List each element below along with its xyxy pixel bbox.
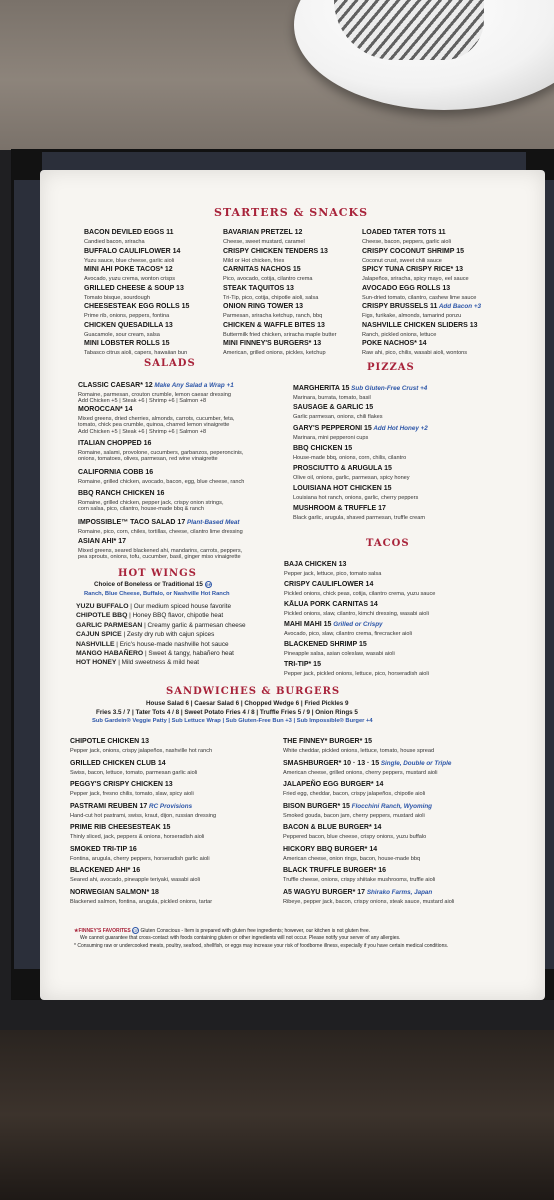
- salads-item: [78, 482, 224, 513]
- item-name: CRISPY CAULIFLOWER: [284, 581, 364, 588]
- item-price: 11: [164, 229, 174, 236]
- item-description: Pickled onions, slaw, cilantro, kimchi dressing, wasabi aioli: [284, 611, 429, 617]
- item-price: 11: [436, 229, 446, 236]
- gluten-free-icon: GF: [205, 582, 212, 587]
- pizzas-item: [293, 497, 425, 521]
- item-description: Cheese, sweet mustard, caramel: [223, 239, 305, 245]
- item-description: corn salsa, pico, cilantro, house-made bbq & ranch: [78, 506, 204, 513]
- item-description: Ribeye, pepper jack, bacon, crispy onions, steak sauce, mustard aioli: [283, 898, 455, 905]
- item-price: 16: [141, 440, 152, 447]
- item-name: MINI LOBSTER ROLLS: [84, 340, 160, 347]
- wing-flavor: HOT HONEY | Mild sweetness & mild heat: [76, 659, 200, 667]
- item-note: RC Provisions: [147, 802, 193, 810]
- item-description: Yuzu sauce, blue cheese, garlic aioli: [84, 257, 175, 264]
- floor: [0, 1030, 554, 1200]
- item-price: 15: [340, 802, 350, 810]
- item-description: Cheese, bacon, peppers, garlic aioli: [362, 239, 451, 245]
- item-name: MINI FINNEY'S BURGERS*: [223, 340, 312, 347]
- section-title-salads: SALADS: [144, 358, 196, 369]
- item-description: Pepper jack, lettuce, pico, tomato salsa: [284, 571, 382, 577]
- section-title-hot-wings: HOT WINGS: [118, 568, 197, 579]
- item-name: BLACK TRUFFLE BURGER*: [283, 867, 377, 874]
- item-description: Ranch, pickled onions, lettuce: [362, 331, 437, 338]
- item-name: THE FINNEY* BURGER*: [283, 738, 363, 745]
- item-note: Make Any Salad a Wrap +1: [152, 382, 234, 389]
- item-price: 14: [371, 824, 382, 831]
- tacos-item: [284, 653, 429, 677]
- item-price: 15: [362, 425, 372, 432]
- item-name: BAJA CHICKEN: [284, 561, 337, 568]
- item-description: Raw ahi, pico, chilis, wasabi aioli, wontons: [362, 350, 468, 356]
- starters-item: [223, 332, 326, 356]
- item-name: PROSCIUTTO & ARUGULA: [293, 465, 383, 472]
- item-name: ASIAN AHI*: [78, 538, 117, 545]
- item-description: Black garlic, arugula, shaved parmesan, truffle cream: [293, 515, 426, 521]
- item-price: 15: [321, 621, 332, 628]
- item-note: Plant-Based Meat: [185, 519, 240, 526]
- item-description: Buttermilk fried chicken, sriracha maple butter: [223, 331, 337, 338]
- item-price: 15: [290, 266, 301, 273]
- item-price: 13: [174, 284, 184, 292]
- item-description: Fried egg, cheddar, bacon, crispy jalapeños, chipotle aioli: [283, 791, 426, 797]
- footer-line-1: ★FINNEY'S FAVORITES GF Gluten Conscious - Item is prepared with gluten free ingredients; however, our kitchen is not gluten free.: [74, 927, 371, 934]
- item-price: 13: [311, 340, 322, 347]
- item-price: 15: [454, 247, 465, 255]
- item-description: Fontina, arugula, cherry peppers, horseradish garlic aioli: [70, 855, 210, 862]
- wings-choice: Choice of Boneless or Traditional 15 GF: [94, 581, 212, 589]
- item-price: 15: [179, 303, 190, 310]
- item-name: LOUISIANA HOT CHICKEN: [293, 485, 382, 492]
- item-name: CHICKEN & WAFFLE BITES: [223, 321, 316, 329]
- item-name: A5 WAGYU BURGER*: [283, 888, 356, 896]
- item-price: 16: [127, 845, 137, 853]
- item-note: Grilled or Crispy: [331, 621, 383, 628]
- item-description: Tabasco citrus aioli, capers, hawaiian bun: [84, 350, 188, 356]
- item-description: Romaine, parmesan, crouton crumble, lemon caesar dressing: [78, 392, 231, 398]
- item-price: 12: [292, 229, 303, 236]
- item-description: Peppered bacon, blue cheese, crispy onions, yuzu buffalo: [283, 834, 427, 840]
- item-price: 16: [154, 490, 165, 497]
- item-name: SAUSAGE & GARLIC: [293, 404, 364, 411]
- item-price: 16: [143, 469, 154, 476]
- item-name: ITALIAN CHOPPED: [78, 440, 142, 447]
- item-price: 11: [428, 303, 438, 310]
- item-price: 15: [159, 340, 170, 347]
- item-description: Romaine, grilled chicken, avocado, bacon, egg, blue cheese, ranch: [78, 479, 245, 485]
- item-price: 14: [170, 247, 181, 255]
- footer-line-2: We cannot guarantee that cross-contact with foods containing gluten or other ingredients will not occur. Please notify your server of any allergies.: [80, 935, 401, 941]
- item-price: 15: [160, 824, 171, 831]
- item-price: 15: [342, 445, 353, 452]
- item-price: 13: [467, 321, 478, 329]
- item-description: Mixed greens, dried cherries, almonds, carrots, cucumber, feta,: [78, 416, 235, 422]
- wings-dips: Ranch, Blue Cheese, Buffalo, or Nashville Hot Ranch: [84, 591, 230, 597]
- section-title-sandwiches: SANDWICHES & BURGERS: [166, 686, 341, 697]
- item-name: BLACKENED SHRIMP: [284, 641, 357, 648]
- item-price: 14: [367, 845, 378, 853]
- item-name: ONION RING TOWER: [223, 303, 294, 310]
- item-description: pea sprouts, onions, tofu, cucumber, basil, ginger miso vinaigrette: [78, 554, 241, 561]
- item-description: Truffle cheese, onions, crispy shiitake mushrooms, truffle aioli: [283, 877, 436, 883]
- item-name: BAVARIAN PRETZEL: [223, 229, 293, 236]
- item-price: 14: [122, 406, 133, 413]
- item-description: Avocado, pico, slaw, cilantro crema, firecracker aioli: [284, 631, 412, 637]
- item-price: 18: [149, 888, 159, 896]
- item-price: 12: [142, 382, 153, 389]
- item-name: SMASHBURGER*: [283, 759, 342, 767]
- item-note: Shirako Farms, Japan: [365, 888, 433, 896]
- item-price: 17: [175, 519, 186, 526]
- item-note: Add Bacon +3: [437, 303, 482, 310]
- item-name: CALIFORNIA COBB: [78, 469, 144, 476]
- sandwiches-item: [70, 881, 212, 905]
- item-price: 15: [362, 738, 373, 745]
- item-price: 15: [381, 485, 392, 492]
- item-name: PRIME RIB CHEESESTEAK: [70, 824, 161, 831]
- item-name: CRISPY BRUSSELS: [362, 303, 428, 310]
- item-name: HICKORY BBQ BURGER*: [283, 845, 368, 853]
- item-description: Tri-Tip, pico, cotija, chipotle aioli, salsa: [223, 294, 319, 301]
- item-name: CHICKEN QUESADILLA: [84, 321, 164, 329]
- item-description: Garlic parmesan, onions, chili flakes: [293, 414, 383, 420]
- item-name: SPICY TUNA CRISPY RICE*: [362, 266, 454, 273]
- item-description: Mixed greens, seared blackened ahi, mandarins, carrots, peppers,: [78, 548, 243, 554]
- item-name: MINI AHI POKE TACOS*: [84, 266, 163, 273]
- item-note: Single, Double or Triple: [379, 759, 452, 767]
- starters-item: [362, 332, 467, 356]
- item-description: Marinara, mini pepperoni cups: [293, 435, 369, 441]
- item-description: Swiss, bacon, lettuce, tomato, parmesan garlic aioli: [70, 769, 198, 776]
- item-name: BUFFALO CAULIFLOWER: [84, 247, 171, 255]
- item-description: Guacamole, sour cream, salsa: [84, 331, 160, 338]
- item-description: Pepper jack, fresno chilis, tomato, slaw, spicy aioli: [70, 791, 194, 797]
- footer-line-3: * Consuming raw or undercooked meats, poultry, seafood, shellfish, or eggs may increase your risk of foodborne illness, especially if you have certain medical conditions.: [74, 943, 449, 949]
- item-price: 13: [315, 321, 325, 329]
- item-description: Smoked gouda, bacon jam, cherry peppers, mustard aioli: [283, 812, 425, 819]
- item-name: CARNITAS NACHOS: [223, 266, 291, 273]
- item-name: CRISPY CHICKEN TENDERS: [223, 247, 319, 255]
- salads-item: [78, 530, 242, 561]
- item-price: 15: [311, 661, 321, 668]
- item-name: BACON & BLUE BURGER*: [283, 824, 372, 831]
- item-description: American cheese, onion rings, bacon, house-made bbq: [283, 855, 421, 862]
- item-description: Louisiana hot ranch, onions, garlic, cherry peppers: [293, 495, 419, 501]
- item-price: 15: [339, 385, 350, 392]
- item-name: KĀLUA PORK CARNITAS: [284, 601, 368, 608]
- wing-flavor: CAJUN SPICE | Zesty dry rub with cajun spices: [76, 631, 215, 639]
- item-description: House-made bbq, onions, corn, chilis, cilantro: [293, 455, 407, 461]
- section-title-tacos: TACOS: [366, 538, 410, 549]
- item-description: Pepper jack, pickled onions, lettuce, pico, horseradish aioli: [284, 671, 429, 677]
- item-description: American cheese, grilled onions, cherry peppers, mustard aioli: [283, 769, 438, 776]
- item-name: MARGHERITA: [293, 385, 340, 392]
- item-name: AVOCADO EGG ROLLS: [362, 284, 441, 292]
- item-description: Jalapeños, sriracha, spicy mayo, eel sauce: [362, 276, 469, 282]
- item-description: Mild or Hot chicken, fries: [223, 257, 285, 264]
- item-description: Pineapple salsa, asian coleslaw, wasabi aioli: [284, 651, 395, 657]
- item-name: LOADED TATER TOTS: [362, 229, 437, 236]
- item-name: BACON DEVILED EGGS: [84, 229, 165, 236]
- wing-flavor: GARLIC PARMESAN | Creamy garlic & parmesan cheese: [76, 621, 246, 629]
- item-description: Candied bacon, sriracha: [84, 239, 145, 245]
- item-price: 15: [363, 404, 374, 411]
- item-name: BBQ RANCH CHICKEN: [78, 490, 155, 497]
- item-description: Pepper jack, onions, crispy jalapeños, nashville hot ranch: [70, 748, 213, 754]
- item-note: Add Hot Honey +2: [371, 425, 428, 432]
- item-description: Hand-cut hot pastrami, swiss, kraut, dijon, russian dressing: [70, 812, 217, 819]
- item-name: PEGGY'S CRISPY CHICKEN: [70, 781, 163, 788]
- item-price: 13: [318, 247, 328, 255]
- item-price: 13: [163, 321, 173, 329]
- burgers-item: [283, 881, 454, 905]
- item-price: 13: [139, 738, 149, 745]
- section-title-starters: STARTERS & SNACKS: [214, 206, 369, 219]
- wing-flavor: YUZU BUFFALO | Our medium spiced house favorite: [76, 603, 232, 610]
- sides-line-1: House Salad 6 | Caesar Salad 6 | Chopped Wedge 6 | Fried Pickles 9: [146, 700, 349, 707]
- item-description: Blackened salmon, fontina, arugula, pickled onions, tartar: [70, 898, 213, 905]
- wing-flavor: MANGO HABAÑERO | Sweet & tangy, habañero heat: [76, 650, 234, 657]
- item-price: 13: [162, 781, 173, 788]
- item-price: 12: [162, 266, 173, 273]
- item-description: Parmesan, sriracha ketchup, ranch, bbq: [223, 313, 323, 319]
- item-name: MUSHROOM & TRUFFLE: [293, 505, 377, 512]
- menu-page: [40, 170, 545, 1000]
- item-price: 10 · 13 · 15: [341, 759, 380, 767]
- sides-line-2: Fries 3.5 / 7 | Tater Tots 4 / 8 | Sweet Potato Fries 4 / 8 | Truffle Fries 5 / 9 | Onion Rings 5: [96, 709, 358, 716]
- item-description: Add Chicken +5 | Steak +6 | Shrimp +6 | Salmon +8: [78, 398, 207, 405]
- item-name: TRI-TIP*: [284, 661, 312, 668]
- item-price: 17: [137, 802, 148, 810]
- item-note: Sub Gluten-Free Crust +4: [349, 385, 428, 392]
- item-description: Romaine, grilled chicken, pepper jack, crispy onion strings,: [78, 500, 224, 506]
- item-price: 14: [368, 601, 378, 608]
- item-description: Tomato bisque, sourdough: [84, 294, 150, 301]
- item-description: Avocado, yuzu crema, wonton crisps: [84, 276, 175, 282]
- item-name: BBQ CHICKEN: [293, 445, 343, 452]
- item-note: Flocchini Ranch, Wyoming: [349, 802, 433, 810]
- item-price: 13: [440, 284, 451, 292]
- item-name: MAHI MAHI: [284, 621, 322, 628]
- item-price: 17: [376, 505, 386, 512]
- item-description: Romaine, salami, provolone, cucumbers, garbanzos, peperoncinis,: [78, 450, 244, 456]
- item-price: 16: [130, 867, 141, 874]
- item-name: JALAPEÑO EGG BURGER*: [283, 781, 374, 788]
- item-description: Prime rib, onions, peppers, fontina: [84, 313, 170, 319]
- item-description: Olive oil, onions, garlic, parmesan, spicy honey: [293, 475, 410, 481]
- item-price: 14: [416, 340, 427, 347]
- item-description: Thinly sliced, jack, peppers & onions, horseradish aioli: [70, 834, 205, 840]
- item-name: SMOKED TRI-TIP: [70, 845, 128, 853]
- item-name: IMPOSSIBLE™ TACO SALAD: [78, 519, 176, 526]
- item-name: CHEESESTEAK EGG ROLLS: [84, 303, 180, 310]
- item-name: POKE NACHOS*: [362, 340, 417, 347]
- item-description: White cheddar, pickled onions, lettuce, tomato, house spread: [283, 748, 435, 754]
- item-name: CHIPOTLE CHICKEN: [70, 738, 140, 745]
- item-price: 13: [336, 561, 347, 568]
- item-description: Pico, avocado, cotija, cilantro crema: [223, 276, 313, 282]
- item-name: PASTRAMI REUBEN: [70, 802, 138, 810]
- item-name: STEAK TAQUITOS: [223, 284, 285, 292]
- item-description: American, grilled onions, pickles, ketchup: [223, 350, 326, 356]
- item-price: 16: [376, 867, 387, 874]
- wing-flavor: NASHVILLE | Eric's house-made nashville hot sauce: [76, 640, 229, 648]
- item-name: MOROCCAN*: [78, 406, 123, 413]
- item-price: 17: [116, 538, 126, 545]
- starters-item: [84, 332, 187, 356]
- item-name: CLASSIC CAESAR*: [78, 382, 143, 389]
- item-price: 15: [382, 465, 392, 472]
- salads-item: [78, 398, 234, 435]
- salads-item: [78, 432, 243, 463]
- item-description: Romaine, pico, corn, chiles, tortillas, cheese, cilantro lime dressing: [78, 529, 243, 535]
- item-name: NORWEGIAN SALMON*: [70, 888, 150, 896]
- item-price: 17: [355, 888, 366, 896]
- section-title-pizzas: PIZZAS: [367, 362, 415, 373]
- item-description: Sun-dried tomato, cilantro, cashew lime sauce: [362, 294, 477, 301]
- item-description: Seared ahi, avocado, pineapple teriyaki, wasabi aioli: [70, 877, 200, 883]
- item-name: CRISPY COCONUT SHRIMP: [362, 247, 455, 255]
- item-price: 15: [357, 641, 367, 648]
- item-name: NASHVILLE CHICKEN SLIDERS: [362, 321, 468, 329]
- item-price: 13: [284, 284, 294, 292]
- item-description: Coconut crust, sweet chili sauce: [362, 257, 442, 264]
- item-name: GRILLED CHICKEN CLUB: [70, 759, 156, 767]
- item-name: GRILLED CHEESE & SOUP: [84, 284, 175, 292]
- item-description: tomato, chick pea crumble, quinoa, charred lemon vinaigrette: [78, 422, 230, 429]
- item-description: Pickled onions, chick peas, cotija, cilantro crema, yuzu sauce: [284, 591, 436, 597]
- item-name: BLACKENED AHI*: [70, 867, 131, 874]
- gluten-free-icon: GF: [133, 928, 139, 933]
- sides-line-3: Sub Gardein® Veggie Patty | Sub Lettuce Wrap | Sub Gluten-Free Bun +3 | Sub Impossible® Burger +4: [92, 718, 373, 724]
- item-name: GARY'S PEPPERONI: [293, 425, 363, 432]
- item-description: Figs, furikake, almonds, tamarind ponzu: [362, 313, 462, 319]
- item-description: Marinara, burrata, tomato, basil: [293, 395, 371, 401]
- item-name: BISON BURGER*: [283, 802, 341, 810]
- item-price: 14: [363, 581, 374, 588]
- item-description: onions, tomatoes, olives, parmesan, red wine vinaigrette: [78, 456, 218, 463]
- item-price: 13: [293, 303, 303, 310]
- item-price: 14: [373, 781, 384, 788]
- item-description: Add Chicken +5 | Steak +6 | Shrimp +6 | Salmon +8: [78, 428, 207, 435]
- item-price: 13: [453, 266, 464, 273]
- wing-flavor: CHIPOTLE BBQ | Honey BBQ flavor, chipotle heat: [76, 612, 224, 620]
- item-price: 14: [155, 759, 166, 767]
